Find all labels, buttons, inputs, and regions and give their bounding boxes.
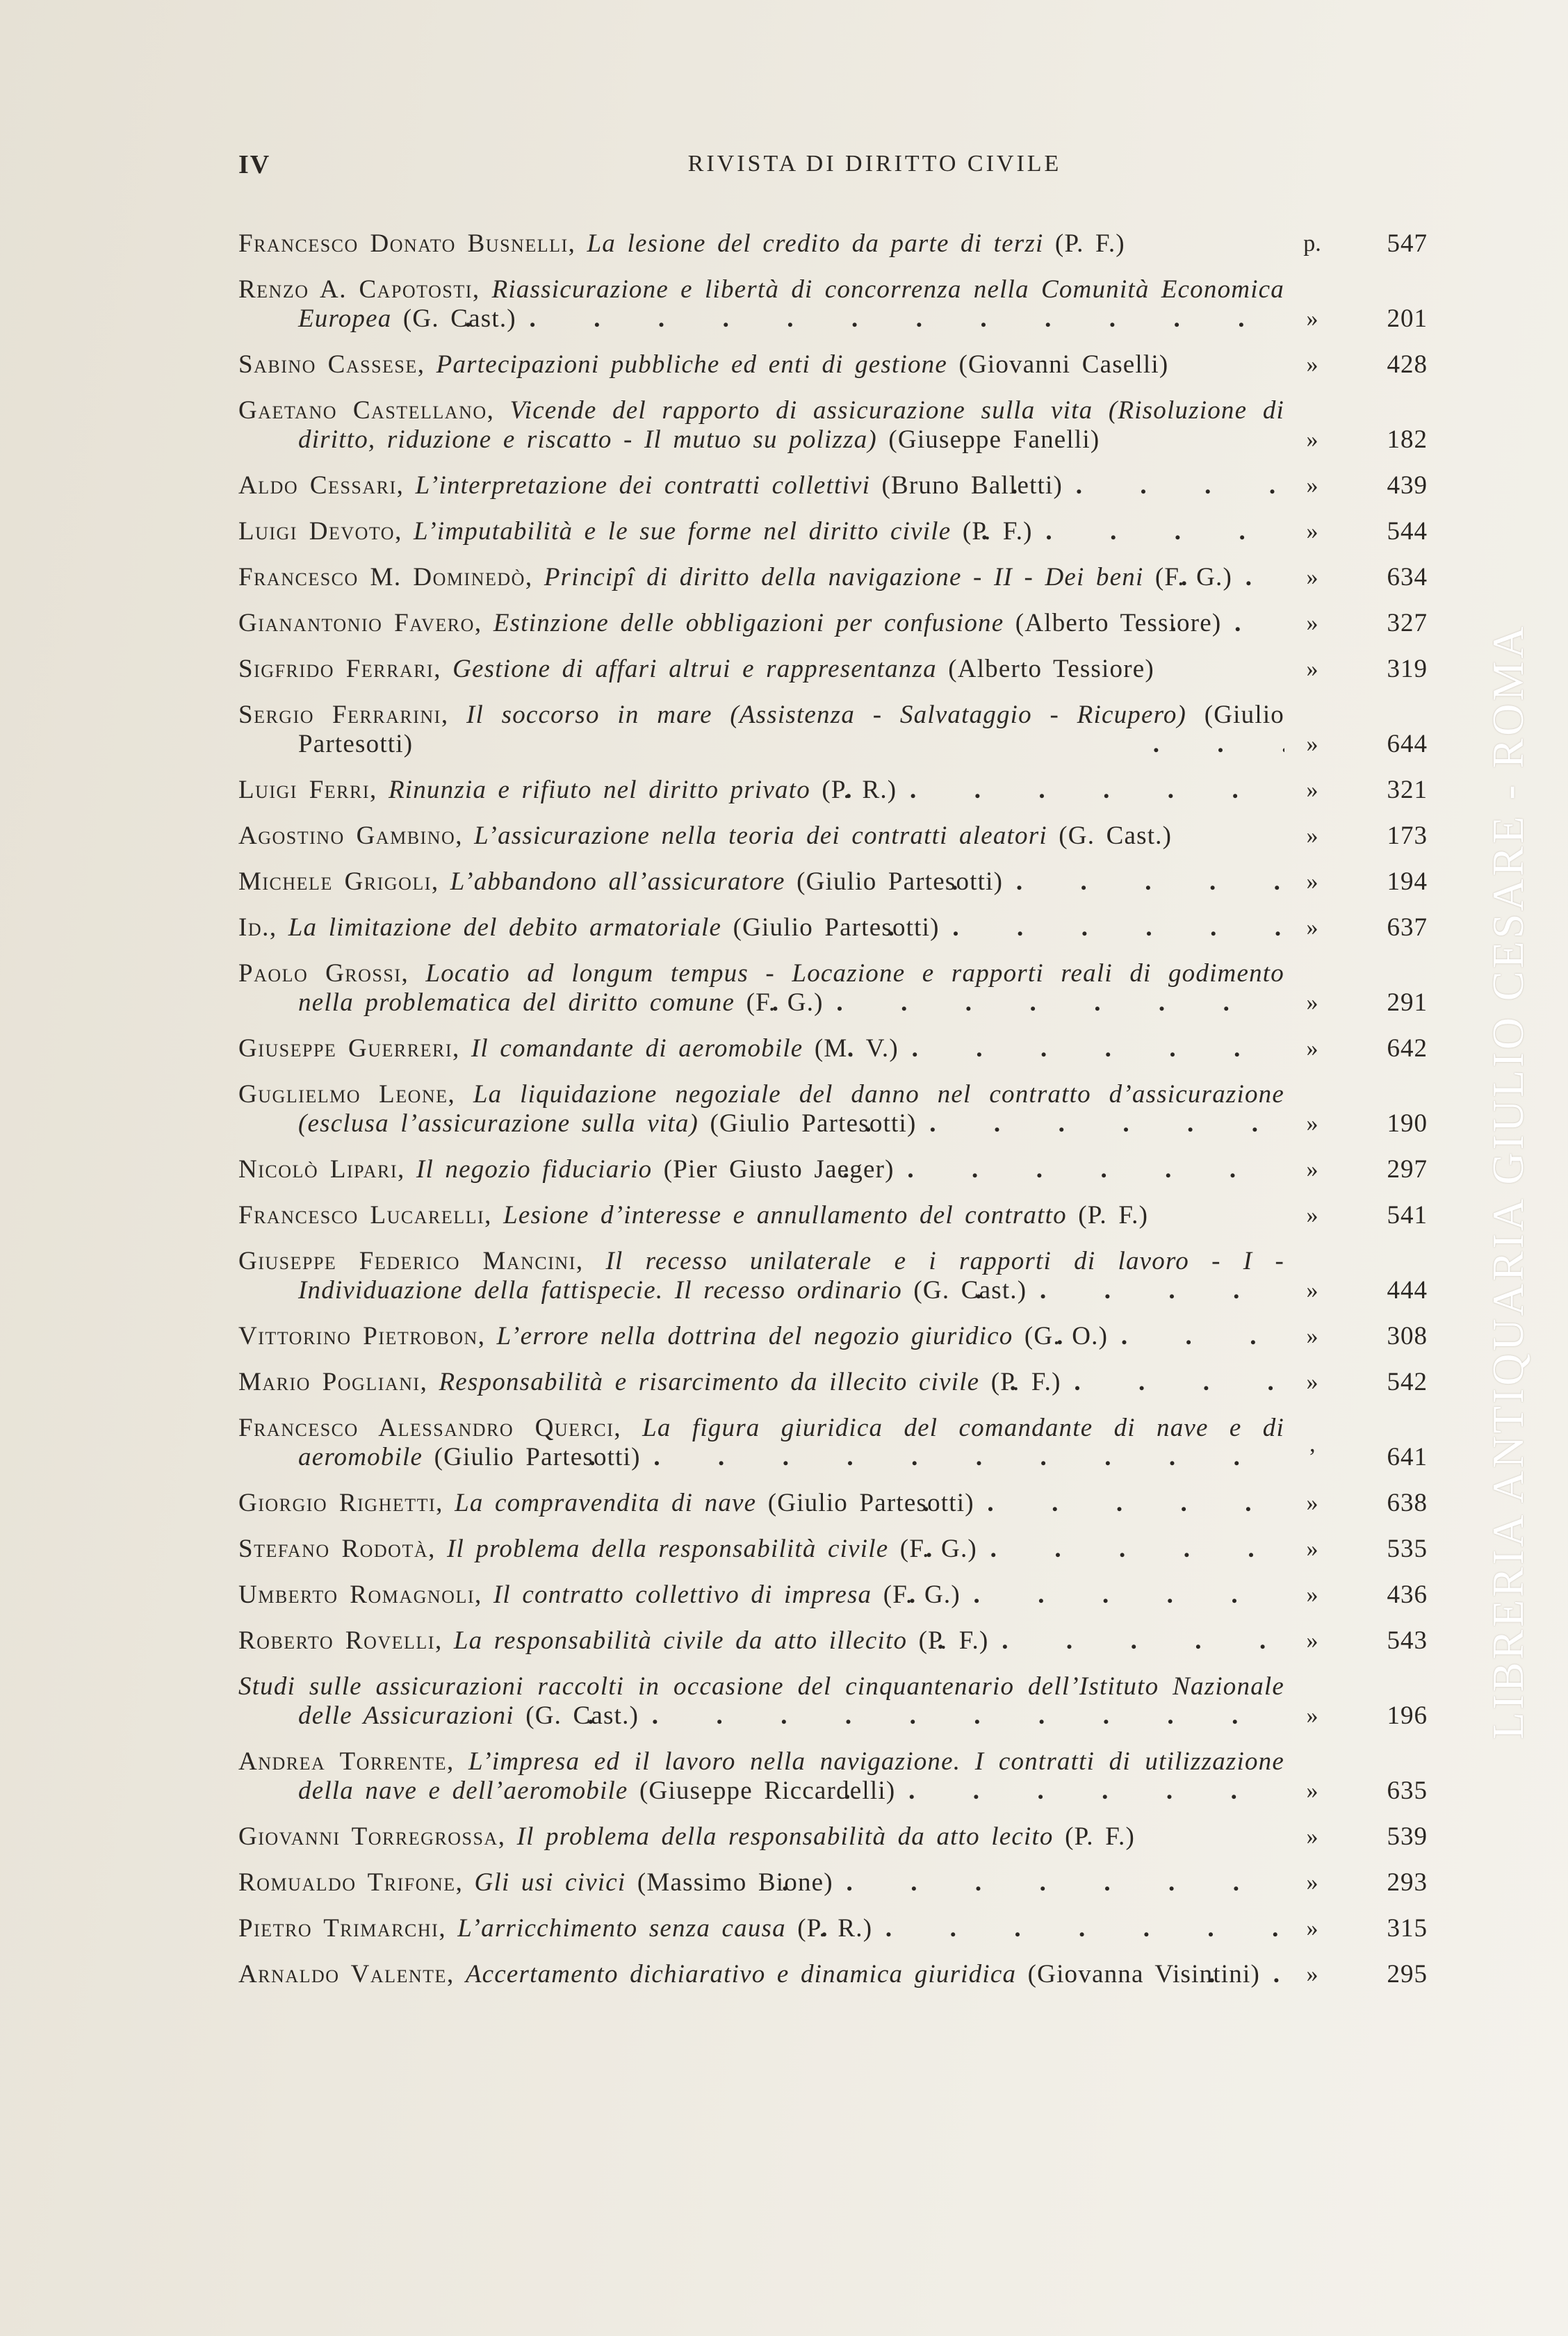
entry-page-marker: » xyxy=(1306,1277,1318,1303)
entry-text: Sergio Ferrarini, Il soccorso in mare (Assistenza - Salvataggio - Ricupero) (Giulio Partesotti) . xyxy=(238,701,1284,759)
entry-text: Michele Grigoli, L’abbandono all’assicuratore (Giulio Partesotti) . xyxy=(238,867,1284,897)
index-entry xyxy=(238,350,1428,379)
entry-reviewer: (Pier Giusto Jaeger) . xyxy=(664,1155,895,1184)
entry-page-marker: » xyxy=(1306,1536,1318,1562)
entry-text: Renzo A. Capotosti, Riassicurazione e libertà di concorrenza nella Comunità Economica Europea (G. Cast.) . xyxy=(238,275,1284,334)
entry-page-number: 308 xyxy=(1387,1322,1428,1350)
entry-reviewer: (F. G.) . xyxy=(1155,563,1232,591)
entry-text: Roberto Rovelli, La responsabilità civile da atto illecito (P. F.) . xyxy=(238,1626,1284,1656)
entry-page-marker: » xyxy=(1306,1778,1318,1804)
entry-author: Giorgio Righetti xyxy=(238,1489,436,1517)
entry-reviewer: (P. R.) . xyxy=(822,776,897,804)
entry-reviewer: (Giulio Partesotti) . xyxy=(434,1443,641,1471)
entry-title: Partecipazioni pubbliche ed enti di gestione xyxy=(436,350,947,379)
index-entry xyxy=(238,776,1428,805)
entry-text: Sabino Cassese, Partecipazioni pubbliche ed enti di gestione (Giovanni Caselli) xyxy=(238,350,1169,379)
page-folio: IV xyxy=(238,150,271,179)
entry-text: Giuseppe Guerreri, Il comandante di aeromobile (M. V.) . xyxy=(238,1034,1284,1063)
entry-page-marker: » xyxy=(1306,1582,1318,1608)
entry-title: Il problema della responsabilità civile xyxy=(447,1535,889,1563)
entry-page-marker: » xyxy=(1306,1490,1318,1516)
entry-page-number: 543 xyxy=(1387,1626,1428,1655)
entry-text: Umberto Romagnoli, Il contratto collettivo di impresa (F. G.) . xyxy=(238,1581,1284,1610)
index-entry xyxy=(238,1034,1428,1063)
entry-page-marker: » xyxy=(1306,731,1318,757)
entry-author: Giuseppe Guerreri xyxy=(238,1034,452,1063)
entry-text: Luigi Ferri, Rinunzia e rifiuto nel diritto privato (P. R.) . xyxy=(238,776,1284,805)
entry-title: Accertamento dichiarativo e dinamica giuridica xyxy=(465,1960,1017,1988)
index-entry xyxy=(238,1155,1428,1184)
entry-author: Umberto Romagnoli xyxy=(238,1581,475,1609)
entry-reviewer: (Alberto Tessiore) xyxy=(948,655,1154,683)
entry-text: Mario Pogliani, Responsabilità e risarcimento da illecito civile (P. F.) . xyxy=(238,1368,1284,1397)
index-entry xyxy=(238,1247,1428,1305)
entry-page-number: 291 xyxy=(1387,988,1428,1017)
entry-title: Il comandante di aeromobile xyxy=(471,1034,803,1063)
entry-text: Giorgio Righetti, La compravendita di nave (Giulio Partesotti) . xyxy=(238,1489,1284,1518)
running-title: RIVISTA DI DIRITTO CIVILE xyxy=(687,151,1062,177)
entry-reviewer: (P. F.) . xyxy=(991,1368,1061,1396)
index-entry xyxy=(238,867,1428,897)
entry-text: Nicolò Lipari, Il negozio fiduciario (Pier Giusto Jaeger) . xyxy=(238,1155,1284,1184)
entry-reviewer: (Giulio Partesotti) . xyxy=(298,701,1284,758)
entry-page-number: 642 xyxy=(1387,1034,1428,1063)
entry-reviewer: (Alberto Tessiore) . xyxy=(1015,609,1222,637)
entry-title: Gestione di affari altrui e rappresentanza xyxy=(452,655,937,683)
entry-text: Luigi Devoto, L’imputabilità e le sue forme nel diritto civile (P. F.) . xyxy=(238,517,1284,546)
entry-text: Pietro Trimarchi, L’arricchimento senza causa (P. R.) . xyxy=(238,1914,1284,1943)
entry-reviewer: (G. Cast.) . xyxy=(913,1276,1027,1305)
index-entry xyxy=(238,1626,1428,1656)
entry-author: Mario Pogliani xyxy=(238,1368,420,1396)
index-entry xyxy=(238,1914,1428,1943)
entry-page-marker: » xyxy=(1306,306,1318,332)
entry-title: L’arricchimento senza causa xyxy=(457,1914,786,1943)
entry-page-marker: » xyxy=(1306,1703,1318,1729)
entry-page-number: 321 xyxy=(1387,776,1428,804)
entry-page-marker: » xyxy=(1306,1870,1318,1895)
entry-text: Andrea Torrente, L’impresa ed il lavoro nella navigazione. I contratti di utilizzazione della nave e dell’aeromobile (Giuseppe Riccardelli) . xyxy=(238,1747,1284,1806)
entry-page-marker: » xyxy=(1306,823,1318,849)
entry-text: Arnaldo Valente, Accertamento dichiarativo e dinamica giuridica (Giovanna Visintini) . xyxy=(238,1960,1284,1989)
entry-text: Sigfrido Ferrari, Gestione di affari altrui e rappresentanza (Alberto Tessiore) xyxy=(238,655,1154,683)
entry-page-marker: » xyxy=(1306,1111,1318,1136)
entry-reviewer: (Giuseppe Fanelli) xyxy=(888,425,1100,454)
entry-page-number: 547 xyxy=(1387,229,1428,258)
entry-author: Gaetano Castellano xyxy=(238,396,487,425)
index-entry xyxy=(238,275,1428,334)
entry-page-marker: » xyxy=(1306,1916,1318,1941)
entry-page-number: 196 xyxy=(1387,1701,1428,1730)
entry-title: Vicende del rapporto di assicurazione sulla vita (Risoluzione di diritto, riduzione e riscatto - Il mutuo su polizza) xyxy=(298,396,1284,454)
entry-author: Roberto Rovelli xyxy=(238,1626,435,1655)
entry-text: Francesco Alessandro Querci, La figura giuridica del comandante di nave e di aeromobile (Giulio Partesotti) . xyxy=(238,1414,1284,1472)
entry-title: La lesione del credito da parte di terzi xyxy=(587,229,1044,258)
entry-reviewer: (Massimo Bione) . xyxy=(637,1868,833,1897)
entry-page-marker: ’ xyxy=(1308,1444,1316,1470)
entry-reviewer: (Giulio Partesotti) . xyxy=(733,913,940,942)
entry-author: Andrea Torrente xyxy=(238,1747,447,1776)
entry-page-number: 635 xyxy=(1387,1776,1428,1805)
entry-text: Id., La limitazione del debito armatoriale (Giulio Partesotti) . xyxy=(238,913,1284,942)
entry-author: Francesco Alessandro Querci xyxy=(238,1414,614,1442)
entry-page-marker: » xyxy=(1306,352,1318,377)
entry-reviewer: (P. F.) xyxy=(1054,229,1125,258)
entry-author: Francesco Lucarelli xyxy=(238,1201,485,1230)
entry-page-number: 541 xyxy=(1387,1201,1428,1230)
entry-page-number: 644 xyxy=(1387,730,1428,758)
entry-page-number: 641 xyxy=(1387,1443,1428,1471)
index-entry xyxy=(238,1414,1428,1472)
entry-author: Sergio Ferrarini xyxy=(238,701,441,729)
entry-page-number: 544 xyxy=(1387,517,1428,546)
entry-page-number: 315 xyxy=(1387,1914,1428,1943)
entry-author: Stefano Rodotà xyxy=(238,1535,429,1563)
entry-page-marker: » xyxy=(1306,1824,1318,1849)
index-entry xyxy=(238,1672,1428,1731)
entry-author: Vittorino Pietrobon xyxy=(238,1322,478,1350)
entry-text: Giuseppe Federico Mancini, Il recesso unilaterale e i rapporti di lavoro - I - Individuazione della fattispecie. Il recesso ordinario (G. Cast.) . xyxy=(238,1247,1284,1305)
entry-page-number: 539 xyxy=(1387,1822,1428,1851)
entry-title: Il recesso unilaterale e i rapporti di lavoro - I - Individuazione della fattispecie. Il recesso ordinario xyxy=(298,1247,1284,1305)
entry-page-number: 327 xyxy=(1387,609,1428,637)
entry-page-marker: » xyxy=(1306,1369,1318,1395)
entry-page-marker: » xyxy=(1306,610,1318,636)
entry-page-number: 439 xyxy=(1387,471,1428,500)
entry-reviewer: (F. G.) . xyxy=(900,1535,977,1563)
index-entry xyxy=(238,1368,1428,1397)
page-header xyxy=(238,149,1428,191)
entry-author: Agostino Gambino xyxy=(238,822,456,850)
entry-author: Renzo A. Capotosti xyxy=(238,275,473,304)
entry-page-number: 535 xyxy=(1387,1535,1428,1563)
entry-reviewer: (G. O.) . xyxy=(1024,1322,1108,1350)
entry-page-marker: » xyxy=(1306,869,1318,895)
entry-title: Responsabilità e risarcimento da illecito civile xyxy=(439,1368,980,1396)
index-entry xyxy=(238,655,1428,684)
entry-text: Francesco Lucarelli, Lesione d’interesse e annullamento del contratto (P. F.) xyxy=(238,1201,1149,1230)
entry-page-marker: » xyxy=(1306,1157,1318,1182)
index-entry xyxy=(238,1322,1428,1351)
entry-reviewer: (Giovanni Caselli) xyxy=(958,350,1169,379)
entry-page-marker: » xyxy=(1306,777,1318,803)
entry-title: La liquidazione negoziale del danno nel contratto d’assicurazione (esclusa l’assicurazione sulla vita) xyxy=(298,1080,1284,1138)
entry-author: Giovanni Torregrossa xyxy=(238,1822,498,1851)
entry-page-number: 637 xyxy=(1387,913,1428,942)
entry-reviewer: (Bruno Balletti) . xyxy=(882,471,1063,500)
entry-reviewer: (P. F.) . xyxy=(919,1626,989,1655)
entry-author: Luigi Ferri xyxy=(238,776,370,804)
index-entry xyxy=(238,229,1428,259)
entry-page-number: 173 xyxy=(1387,822,1428,850)
entry-title: Locatio ad longum tempus - Locazione e rapporti reali di godimento nella problematica del diritto comune xyxy=(298,959,1284,1017)
entry-page-number: 190 xyxy=(1387,1109,1428,1138)
entry-author: Paolo Grossi xyxy=(238,959,402,988)
entry-author: Michele Grigoli xyxy=(238,867,432,896)
entry-author: Gianantonio Favero xyxy=(238,609,475,637)
entry-page-number: 295 xyxy=(1387,1960,1428,1988)
entry-text: Francesco Donato Busnelli, La lesione del credito da parte di terzi (P. F.) xyxy=(238,229,1125,258)
entry-page-marker: » xyxy=(1306,656,1318,682)
index-entry xyxy=(238,1581,1428,1610)
entry-title: L’assicurazione nella teoria dei contratti aleatori xyxy=(474,822,1047,850)
entry-title: Gli usi civici xyxy=(474,1868,626,1897)
entry-reviewer: (Giuseppe Riccardelli) . xyxy=(639,1776,895,1805)
entry-page-number: 638 xyxy=(1387,1489,1428,1517)
entry-title: Il contratto collettivo di impresa xyxy=(493,1581,872,1609)
entry-author: Francesco M. Dominedò xyxy=(238,563,525,591)
entry-text: Agostino Gambino, L’assicurazione nella teoria dei contratti aleatori (G. Cast.) xyxy=(238,822,1173,850)
entry-page-number: 542 xyxy=(1387,1368,1428,1396)
entry-reviewer: (P. F.) . xyxy=(963,517,1033,546)
index-entry xyxy=(238,517,1428,546)
entry-reviewer: (G. Cast.) xyxy=(1059,822,1173,850)
entry-title: Il negozio fiduciario xyxy=(416,1155,653,1184)
index-entry xyxy=(238,396,1428,455)
review-index-list xyxy=(238,229,1428,2006)
index-entry xyxy=(238,471,1428,500)
entry-page-marker: » xyxy=(1306,1036,1318,1061)
entry-title: L’impresa ed il lavoro nella navigazione. I contratti di utilizzazione della nave e dell’aeromobile xyxy=(298,1747,1284,1805)
entry-reviewer: (Giulio Partesotti) . xyxy=(710,1109,917,1138)
entry-text xyxy=(238,1672,1284,1731)
entry-author: Guglielmo Leone xyxy=(238,1080,448,1109)
index-entry xyxy=(238,701,1428,759)
index-entry xyxy=(238,1960,1428,1989)
entry-reviewer: (P. F.) xyxy=(1078,1201,1149,1230)
entry-page-number: 319 xyxy=(1387,655,1428,683)
entry-reviewer: (M. V.) . xyxy=(815,1034,899,1063)
entry-reviewer: (G. Cast.) . xyxy=(525,1701,639,1730)
entry-title: L’abbandono all’assicuratore xyxy=(450,867,785,896)
entry-title: La compravendita di nave xyxy=(455,1489,757,1517)
entry-title: Rinunzia e rifiuto nel diritto privato xyxy=(388,776,810,804)
index-entry xyxy=(238,1489,1428,1518)
entry-page-marker: » xyxy=(1306,915,1318,940)
index-entry xyxy=(238,1868,1428,1897)
entry-title: La figura giuridica del comandante di nave e di aeromobile xyxy=(298,1414,1284,1471)
entry-page-marker: » xyxy=(1306,518,1318,544)
entry-text: Romualdo Trifone, Gli usi civici (Massimo Bione) . xyxy=(238,1868,1284,1897)
entry-page-marker: » xyxy=(1306,427,1318,452)
entry-page-number: 182 xyxy=(1387,425,1428,454)
entry-reviewer: (G. Cast.) . xyxy=(403,304,516,333)
entry-text: Francesco M. Dominedò, Principî di diritto della navigazione - II - Dei beni (F. G.) . xyxy=(238,563,1284,592)
entry-title: L’errore nella dottrina del negozio giuridico xyxy=(496,1322,1013,1350)
entry-title: Lesione d’interesse e annullamento del contratto xyxy=(503,1201,1067,1230)
entry-author: Sabino Cassese xyxy=(238,350,418,379)
entry-text: Giovanni Torregrossa, Il problema della responsabilità da atto lecito (P. F.) xyxy=(238,1822,1135,1851)
entry-page-number: 444 xyxy=(1387,1276,1428,1305)
entry-title: Il soccorso in mare (Assistenza - Salvataggio - Ricupero) xyxy=(466,701,1187,729)
entry-page-number: 201 xyxy=(1387,304,1428,333)
entry-page-marker: » xyxy=(1306,473,1318,498)
entry-page-number: 634 xyxy=(1387,563,1428,591)
entry-author: Giuseppe Federico Mancini xyxy=(238,1247,576,1275)
entry-title: Principî di diritto della navigazione - II - Dei beni xyxy=(544,563,1144,591)
entry-title: L’interpretazione dei contratti collettivi xyxy=(415,471,871,500)
entry-text: Gianantonio Favero, Estinzione delle obbligazioni per confusione (Alberto Tessiore) . xyxy=(238,609,1284,638)
entry-reviewer: (Giulio Partesotti) . xyxy=(797,867,1003,896)
entry-reviewer: (F. G.) . xyxy=(746,988,824,1017)
entry-author: Aldo Cessari xyxy=(238,471,397,500)
entry-reviewer: (F. G.) . xyxy=(883,1581,961,1609)
entry-text: Guglielmo Leone, La liquidazione negoziale del danno nel contratto d’assicurazione (esclusa l’assicurazione sulla vita) (Giulio Partesotti) . xyxy=(238,1080,1284,1138)
entry-page-number: 293 xyxy=(1387,1868,1428,1897)
entry-page-marker: » xyxy=(1306,1961,1318,1987)
index-entry xyxy=(238,959,1428,1018)
entry-page-number: 297 xyxy=(1387,1155,1428,1184)
index-entry xyxy=(238,1535,1428,1564)
index-entry xyxy=(238,1822,1428,1852)
entry-text: Aldo Cessari, L’interpretazione dei contratti collettivi (Bruno Balletti) . xyxy=(238,471,1284,500)
entry-reviewer: (Giovanna Visintini) . xyxy=(1028,1960,1260,1988)
index-entry xyxy=(238,822,1428,851)
index-entry xyxy=(238,609,1428,638)
entry-title: La limitazione del debito armatoriale xyxy=(288,913,722,942)
entry-title: Riassicurazione e libertà di concorrenza nella Comunità Economica Europea xyxy=(298,275,1284,333)
entry-page-number: 436 xyxy=(1387,1581,1428,1609)
entry-author: Pietro Trimarchi xyxy=(238,1914,439,1943)
entry-page-marker: » xyxy=(1306,990,1318,1015)
entry-author: Id. xyxy=(238,913,270,942)
entry-text: Paolo Grossi, Locatio ad longum tempus - Locazione e rapporti reali di godimento nella problematica del diritto comune (F. G.) . xyxy=(238,959,1284,1018)
entry-page-marker: » xyxy=(1306,1628,1318,1653)
entry-author: Luigi Devoto xyxy=(238,517,395,546)
entry-text: Vittorino Pietrobon, L’errore nella dottrina del negozio giuridico (G. O.) . xyxy=(238,1322,1284,1351)
entry-page-number: 428 xyxy=(1387,350,1428,379)
entry-author: Arnaldo Valente xyxy=(238,1960,447,1988)
entry-reviewer: (P. F.) xyxy=(1065,1822,1135,1851)
index-entry xyxy=(238,1080,1428,1138)
entry-reviewer: (P. R.) . xyxy=(797,1914,872,1943)
entry-page-marker: » xyxy=(1306,564,1318,590)
entry-title: Studi sulle assicurazioni raccolti in occasione del cinquantenario dell’Istituto Nazionale delle Assicurazioni xyxy=(238,1672,1284,1730)
index-entry xyxy=(238,1201,1428,1230)
entry-author: Sigfrido Ferrari xyxy=(238,655,434,683)
watermark: LIBRERIA ANTIQUARIA GIULIO CESARE - ROMA xyxy=(1483,623,1533,1740)
index-entry xyxy=(238,913,1428,942)
entry-author: Nicolò Lipari xyxy=(238,1155,398,1184)
index-entry xyxy=(238,1747,1428,1806)
index-entry xyxy=(238,563,1428,592)
entry-text: Stefano Rodotà, Il problema della responsabilità civile (F. G.) . xyxy=(238,1535,1284,1564)
entry-page-number: 194 xyxy=(1387,867,1428,896)
entry-title: Il problema della responsabilità da atto lecito xyxy=(516,1822,1054,1851)
entry-title: Estinzione delle obbligazioni per confusione xyxy=(493,609,1004,637)
entry-title: L’imputabilità e le sue forme nel diritto civile xyxy=(413,517,952,546)
entry-title: La responsabilità civile da atto illecito xyxy=(453,1626,908,1655)
entry-author: Francesco Donato Busnelli xyxy=(238,229,569,258)
entry-page-marker: » xyxy=(1306,1323,1318,1349)
entry-text: Gaetano Castellano, Vicende del rapporto di assicurazione sulla vita (Risoluzione di diritto, riduzione e riscatto - Il mutuo su polizza) (Giuseppe Fanelli) xyxy=(238,396,1284,454)
entry-author: Romualdo Trifone xyxy=(238,1868,456,1897)
entry-page-marker: » xyxy=(1306,1202,1318,1228)
entry-page-marker: p. xyxy=(1303,231,1321,256)
entry-reviewer: (Giulio Partesotti) . xyxy=(768,1489,974,1517)
